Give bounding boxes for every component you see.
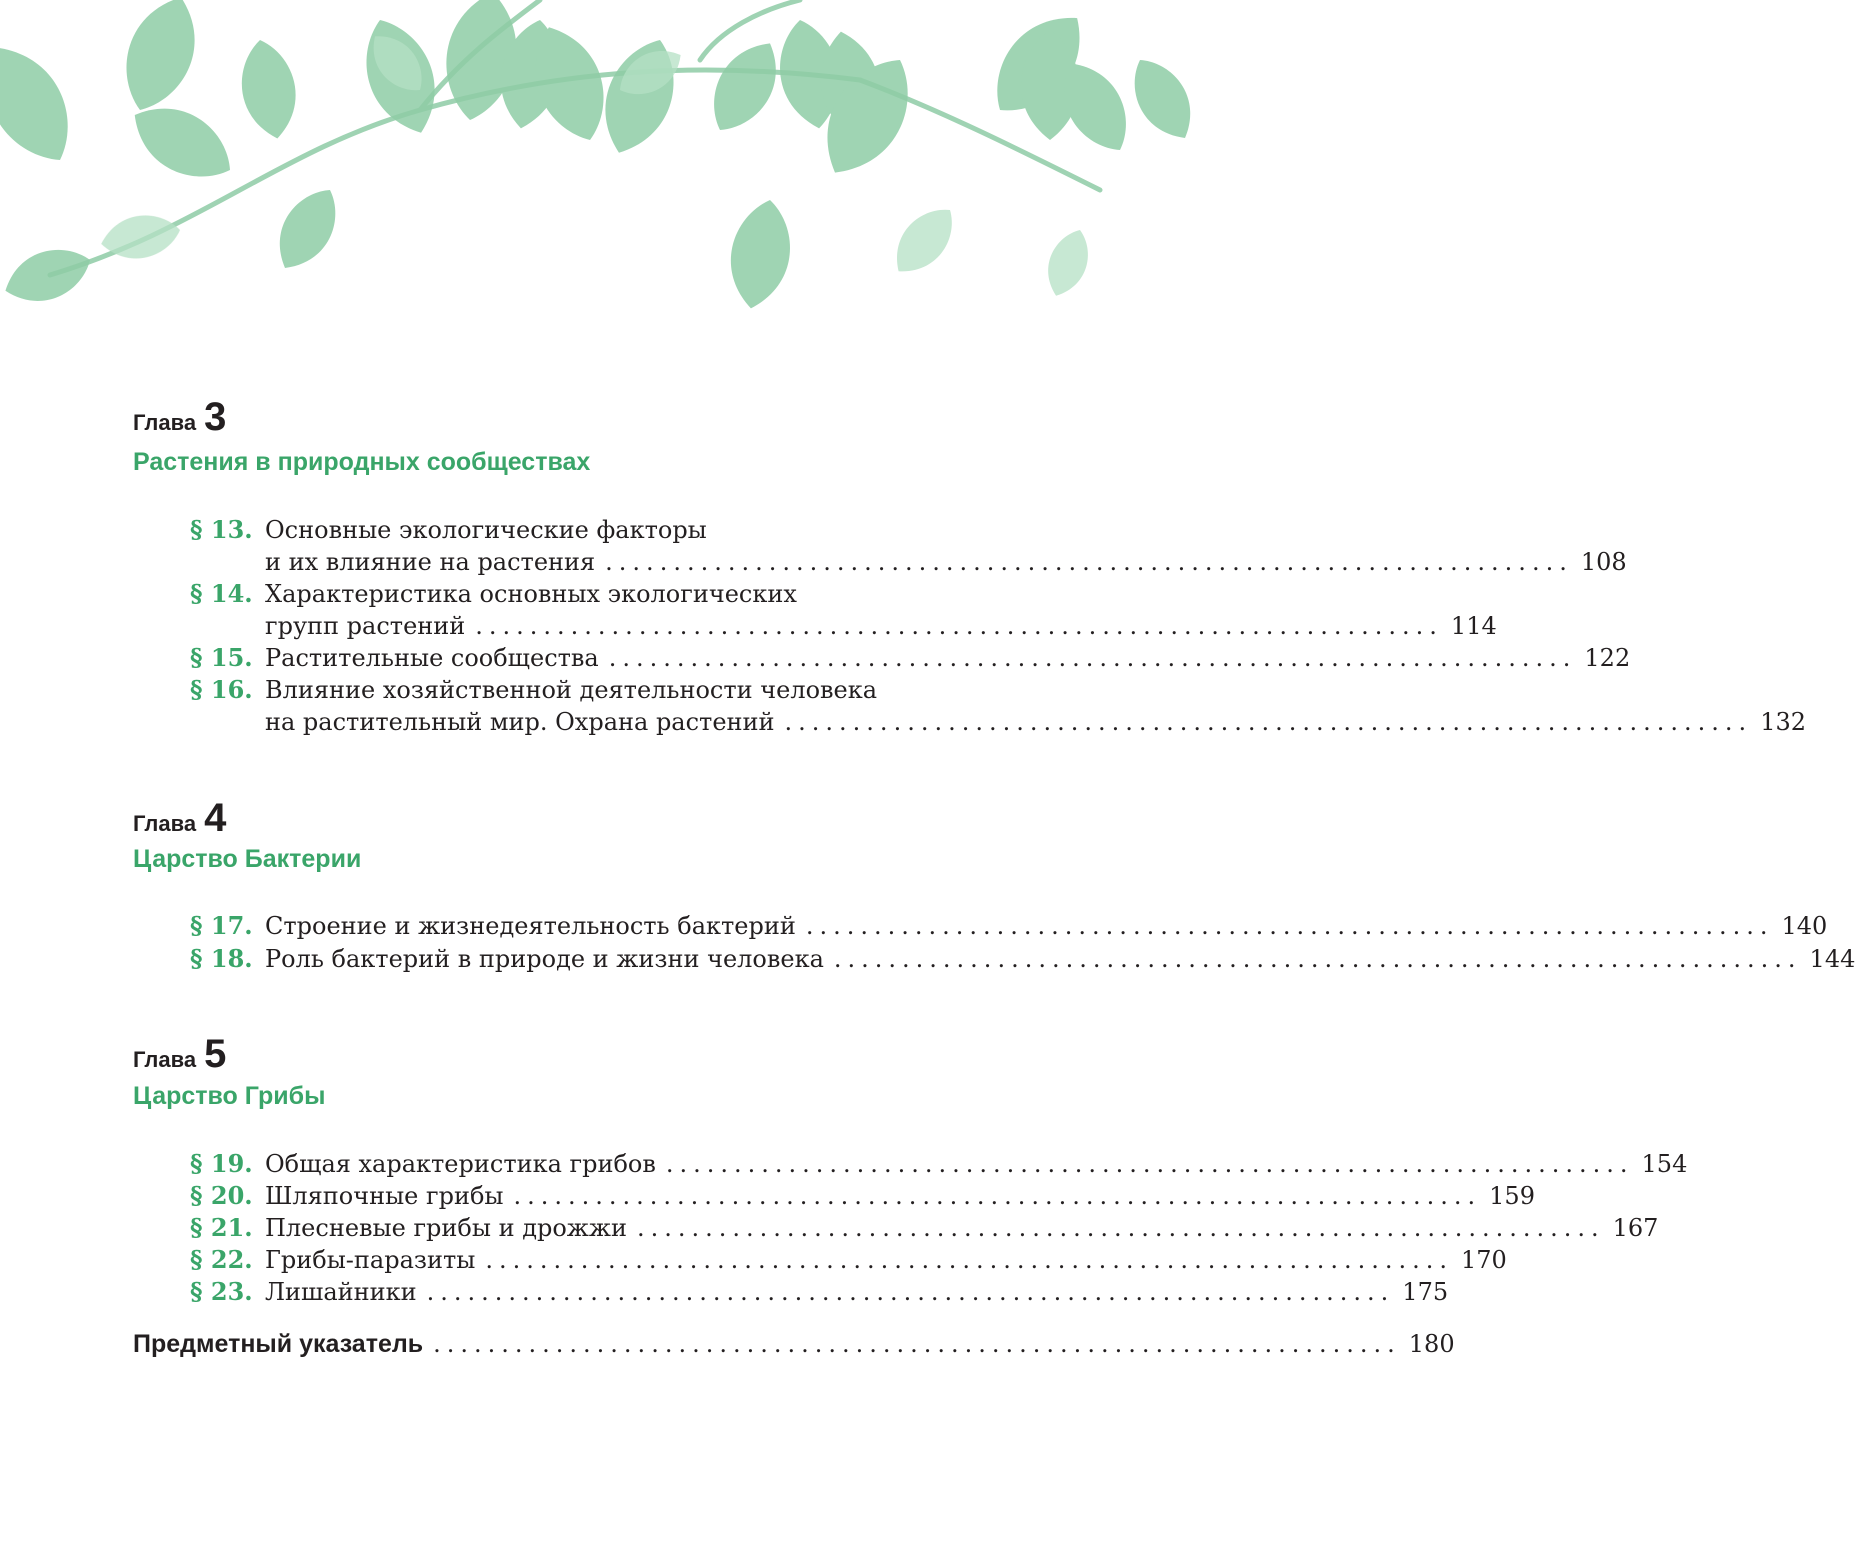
- dot-leader: .......................................................................: [475, 612, 1443, 640]
- section-title: Роль бактерий в природе и жизни человека: [265, 945, 824, 973]
- page-number: 180: [1408, 1330, 1455, 1358]
- dot-leader: .......................................................................: [636, 1214, 1605, 1242]
- chapter-number: 3: [204, 395, 227, 439]
- section-title: Общая характеристика грибов: [265, 1150, 656, 1178]
- subject-index-label: Предметный указатель: [133, 1330, 424, 1358]
- chapter-word: Глава: [133, 410, 197, 435]
- dot-leader: .......................................................................: [608, 644, 1577, 672]
- chapter-title: Царство Грибы: [133, 1082, 326, 1110]
- dot-leader: .......................................................................: [485, 1246, 1454, 1274]
- chapter-word: Глава: [133, 1047, 197, 1072]
- section-number: § 13.: [190, 515, 253, 544]
- section-title: Строение и жизнедеятельность бактерий: [265, 912, 796, 940]
- section-title: Влияние хозяйственной деятельности человека: [265, 676, 878, 704]
- page-number: 144: [1809, 945, 1855, 973]
- green-leaves-banner: [0, 0, 1200, 300]
- chapter-title: Растения в природных сообществах: [133, 448, 591, 476]
- section-title: Шляпочные грибы: [265, 1182, 504, 1210]
- chapter-number: 4: [204, 796, 227, 840]
- section-title: на растительный мир. Охрана растений: [265, 708, 775, 736]
- section-number: § 16.: [190, 675, 253, 704]
- section-number: § 19.: [190, 1149, 253, 1178]
- section-number: § 21.: [190, 1213, 253, 1242]
- dot-leader: .......................................................................: [426, 1278, 1395, 1306]
- dot-leader: .......................................................................: [513, 1182, 1482, 1210]
- page-number: 175: [1402, 1278, 1449, 1306]
- section-number: § 18.: [190, 944, 253, 973]
- section-title: Плесневые грибы и дрожжи: [265, 1214, 627, 1242]
- page-number: 170: [1461, 1246, 1507, 1274]
- section-title: Лишайники: [265, 1278, 417, 1306]
- section-title: Грибы-паразиты: [265, 1246, 476, 1274]
- chapter-number: 5: [204, 1032, 227, 1076]
- page-number: 159: [1489, 1182, 1535, 1210]
- page-number: 108: [1580, 548, 1627, 576]
- section-title: Растительные сообщества: [265, 644, 599, 672]
- subject-index-entry[interactable]: [133, 1328, 1455, 1360]
- page-number: 140: [1781, 912, 1828, 940]
- dot-leader: .......................................................................: [805, 912, 1774, 940]
- section-title: Основные экологические факторы: [265, 516, 707, 544]
- dot-leader: .......................................................................: [605, 548, 1573, 576]
- dot-leader: .......................................................................: [833, 945, 1802, 973]
- section-title: Характеристика основных экологических: [265, 580, 797, 608]
- page-number: 154: [1641, 1150, 1688, 1178]
- section-number: § 20.: [190, 1181, 253, 1210]
- dot-leader: .......................................................................: [665, 1150, 1634, 1178]
- section-number: § 14.: [190, 579, 253, 608]
- chapter-heading: [133, 395, 226, 440]
- chapter-title: Царство Бактерии: [133, 845, 362, 873]
- chapter-heading: [133, 796, 226, 841]
- section-title: и их влияние на растения: [265, 548, 596, 576]
- chapter-heading: [133, 1032, 226, 1077]
- section-number: § 15.: [190, 643, 253, 672]
- dot-leader: .......................................................................: [433, 1330, 1401, 1358]
- section-title: групп растений: [265, 612, 466, 640]
- chapter-word: Глава: [133, 811, 197, 836]
- page-number: 114: [1450, 612, 1497, 640]
- section-number: § 22.: [190, 1245, 253, 1274]
- section-number: § 17.: [190, 911, 253, 940]
- section-number: § 23.: [190, 1277, 253, 1306]
- page-number: 122: [1584, 644, 1631, 672]
- page-number: 167: [1612, 1214, 1659, 1242]
- dot-leader: .......................................................................: [784, 708, 1753, 736]
- page-number: 132: [1760, 708, 1806, 736]
